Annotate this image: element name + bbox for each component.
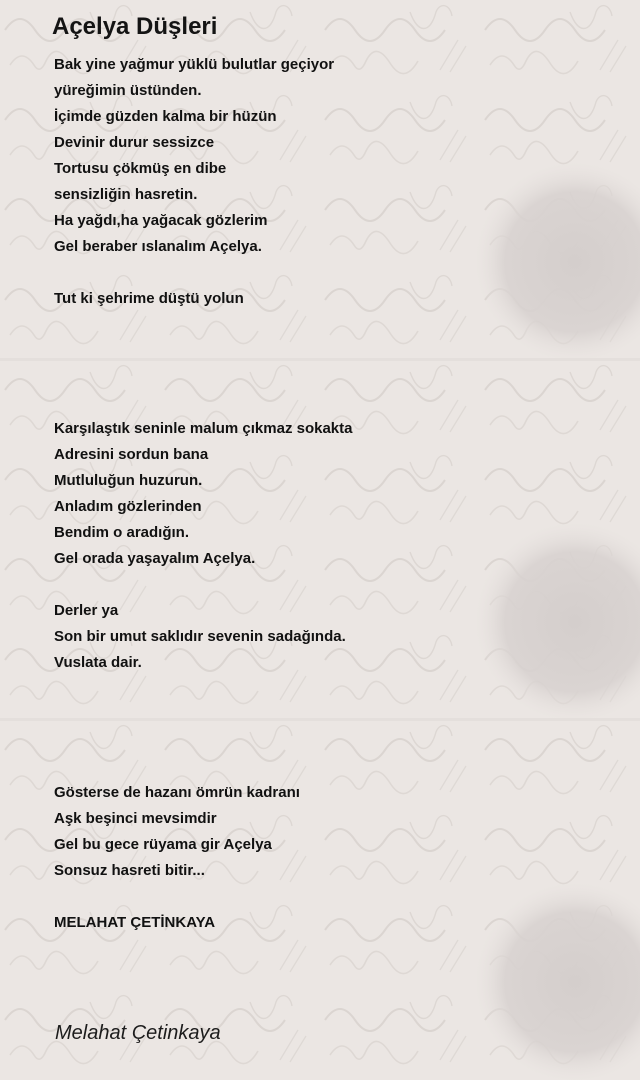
poem-line: sensizliğin hasretin.: [54, 186, 198, 203]
poem-blank-line: [54, 260, 614, 286]
poem-blank-line: [54, 702, 614, 728]
poem-blank-line: [54, 572, 614, 598]
poem-line: Bendim o aradığın.: [54, 524, 190, 541]
poem-blank-line: [54, 676, 614, 702]
poem-line: Ha yağdı,ha yağacak gözlerim: [54, 212, 268, 229]
poem-blank-line: [54, 390, 614, 416]
poem-blank-line: [54, 754, 614, 780]
poem-body: [54, 52, 614, 936]
poem-blank-line: [54, 312, 614, 338]
poem-line: Aşk beşinci mevsimdir: [54, 810, 217, 827]
poem-line: Derler ya: [54, 602, 119, 619]
poem-blank-line: [54, 364, 614, 390]
poem-blank-line: [54, 338, 614, 364]
poem-line: Gel beraber ıslanalım Açelya.: [54, 238, 262, 255]
poem-line: Tortusu çökmüş en dibe: [54, 160, 227, 177]
poem-line: MELAHAT ÇETİNKAYA: [54, 914, 216, 931]
poem-blank-line: [54, 728, 614, 754]
poem-line: Gel bu gece rüyama gir Açelya: [54, 836, 272, 853]
poem-line: Tut ki şehrime düştü yolun: [54, 290, 244, 307]
poem-title: Açelya Düşleri: [52, 13, 218, 40]
poem-blank-line: [54, 884, 614, 910]
poem-line: Son bir umut saklıdır sevenin sadağında.: [54, 628, 346, 645]
poem-line: Devinir durur sessizce: [54, 134, 215, 151]
poem-line: Sonsuz hasreti bitir...: [54, 862, 205, 879]
poem-line: Gösterse de hazanı ömrün kadranı: [54, 784, 300, 801]
poem-line: İçimde güzden kalma bir hüzün: [54, 108, 277, 125]
poem-line: Adresini sordun bana: [54, 446, 209, 463]
author-signature: Melahat Çetinkaya: [55, 1022, 221, 1044]
poem-line: Mutluluğun huzurun.: [54, 472, 203, 489]
poem-line: Vuslata dair.: [54, 654, 142, 671]
poem-line: Bak yine yağmur yüklü bulutlar geçiyor: [54, 56, 335, 73]
poem-line: Gel orada yaşayalım Açelya.: [54, 550, 256, 567]
poem-line: Anladım gözlerinden: [54, 498, 202, 515]
poem-line: Karşılaştık seninle malum çıkmaz sokakta: [54, 420, 353, 437]
poem-line: yüreğimin üstünden.: [54, 82, 202, 99]
